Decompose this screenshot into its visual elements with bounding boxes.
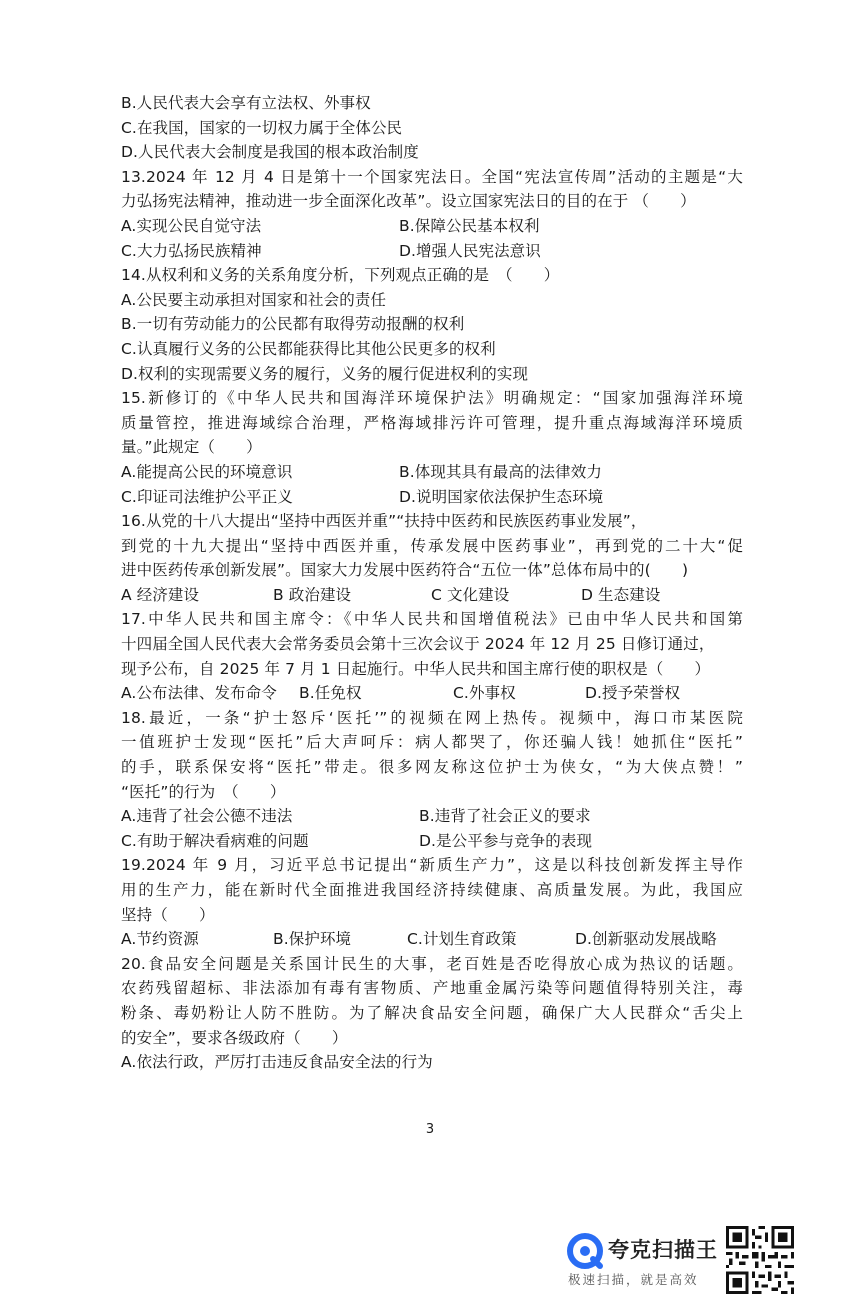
option-b: B.保护环境 [273, 930, 352, 949]
option-d: D.授予荣誉权 [585, 684, 681, 703]
question-18-text: 一值班护士发现“医托”后大声呵斥：病人都哭了，你还骗人钱！她抓住“医托” [121, 733, 743, 752]
option-c: C.有助于解决看病难的问题 [121, 831, 309, 850]
question-13-options [121, 239, 743, 264]
option-a: A.依法行政，严厉打击违反食品安全法的行为 [121, 1053, 433, 1072]
option-d: D.创新驱动发展战略 [575, 930, 717, 949]
question-13-options [121, 214, 743, 239]
option-b: B.一切有劳动能力的公民都有取得劳动报酬的权利 [121, 315, 465, 334]
question-15-text: 质量管控，推进海域综合治理，严格海域排污许可管理，提升重点海域海洋环境质 [121, 413, 743, 432]
option-b: B 政治建设 [273, 585, 352, 604]
option-a: A.公布法律、发布命令 [121, 684, 277, 703]
question-18-text: “医托”的行为 （ ） [121, 782, 286, 801]
question-19-text: 坚持（ ） [121, 905, 215, 924]
question-16-text: 16.从党的十八大提出“坚持中西医并重”“扶持中医药和民族医药事业发展”， [121, 512, 647, 531]
option-a: A.实现公民自觉守法 [121, 216, 262, 235]
option-d: D.说明国家依法保护生态环境 [399, 487, 604, 506]
qr-code-icon [726, 1226, 794, 1294]
option-b: B.体现其具有最高的法律效力 [399, 462, 602, 481]
option-line: D.人民代表大会制度是我国的根本政治制度 [121, 143, 419, 162]
question-14-text: 14.从权利和义务的关系角度分析，下列观点正确的是 （ ） [121, 266, 560, 285]
question-16-options [121, 583, 743, 608]
question-19-options [121, 927, 743, 952]
option-a: A.节约资源 [121, 930, 199, 949]
exam-content [121, 91, 743, 1075]
question-16-text: 进中医药传承创新发展”。国家大力发展中医药符合“五位一体”总体布局中的( ) [121, 561, 689, 580]
question-19-text: 19.2024 年 9 月，习近平总书记提出“新质生产力”，这是以科技创新发挥主导作 [121, 856, 743, 875]
option-d: D.增强人民宪法意识 [399, 241, 541, 260]
question-13-text: 力弘扬宪法精神，推动进一步全面深化改革”。设立国家宪法日的目的在于 （ ） [121, 192, 696, 211]
question-20-text: 的安全”，要求各级政府（ ） [121, 1028, 348, 1047]
question-20-text: 农药残留超标、非法添加有毒有害物质、产地重金属污染等问题值得特别关注，毒 [121, 979, 743, 998]
question-19-text: 用的生产力，能在新时代全面推进我国经济持续健康、高质量发展。为此，我国应 [121, 881, 743, 899]
option-c: C 文化建设 [431, 585, 510, 604]
option-c: C.计划生育政策 [407, 930, 517, 949]
option-line: B.人民代表大会享有立法权、外事权 [121, 94, 371, 112]
brand-slogan: 极速扫描，就是高效 [568, 1272, 699, 1287]
option-c: C.认真履行义务的公民都能获得比其他公民更多的权利 [121, 339, 496, 358]
option-d: D.权利的实现需要义务的履行，义务的履行促进权利的实现 [121, 364, 529, 383]
option-a: A 经济建设 [121, 585, 200, 604]
option-b: B.保障公民基本权利 [399, 216, 540, 235]
option-c: C.印证司法维护公平正义 [121, 487, 293, 506]
option-line: C.在我国，国家的一切权力属于全体公民 [121, 118, 403, 137]
question-17-text: 17.中华人民共和国主席令：《中华人民共和国增值税法》已由中华人民共和国第 [121, 610, 743, 629]
option-a: A.能提高公民的环境意识 [121, 462, 293, 481]
question-18-options [121, 804, 743, 829]
question-18-options [121, 829, 743, 854]
question-17-options [121, 681, 743, 706]
brand-name: 夸克扫描王 [608, 1238, 718, 1262]
option-a: A.违背了社会公德不违法 [121, 807, 293, 826]
question-20-text: 粉条、毒奶粉让人防不胜防。为了解决食品安全问题，确保广大人民群众“舌尖上 [121, 1003, 743, 1022]
question-17-text: 十四届全国人民代表大会常务委员会第十三次会议于 2024 年 12 月 25 日修订通过， [121, 635, 715, 654]
question-15-options [121, 460, 743, 485]
quark-logo-icon [566, 1232, 604, 1270]
option-b: B.违背了社会正义的要求 [419, 807, 591, 826]
question-17-text: 现予公布，自 2025 年 7 月 1 日起施行。中华人民共和国主席行使的职权是（ ） [121, 659, 711, 678]
question-15-options [121, 485, 743, 510]
option-b: B.任免权 [299, 684, 362, 703]
option-d: D.是公平参与竞争的表现 [419, 831, 593, 850]
question-20-text: 20.食品安全问题是关系国计民生的大事，老百姓是否吃得放心成为热议的话题。 [121, 954, 743, 973]
page-number: 3 [425, 1122, 435, 1137]
scanner-watermark [566, 1226, 796, 1296]
option-d: D 生态建设 [581, 585, 661, 604]
question-18-text: 的手，联系保安将“医托”带走。很多网友称这位护士为侠女，“为大侠点赞！” [121, 758, 743, 777]
question-18-text: 18.最近，一条“护士怒斥‘医托’”的视频在网上热传。视频中，海口市某医院 [121, 708, 743, 727]
question-15-text: 15.新修订的《中华人民共和国海洋环境保护法》明确规定：“国家加强海洋环境 [121, 389, 743, 408]
question-16-text: 到党的十九大提出“坚持中西医并重，传承发展中医药事业”，再到党的二十大“促 [121, 536, 743, 555]
option-c: C.外事权 [453, 684, 516, 703]
option-a: A.公民要主动承担对国家和社会的责任 [121, 290, 387, 309]
question-13-text: 13.2024 年 12 月 4 日是第十一个国家宪法日。全国“宪法宣传周”活动的主题是“大 [121, 167, 743, 186]
question-15-text: 量。”此规定（ ） [121, 438, 262, 457]
option-c: C.大力弘扬民族精神 [121, 241, 262, 260]
